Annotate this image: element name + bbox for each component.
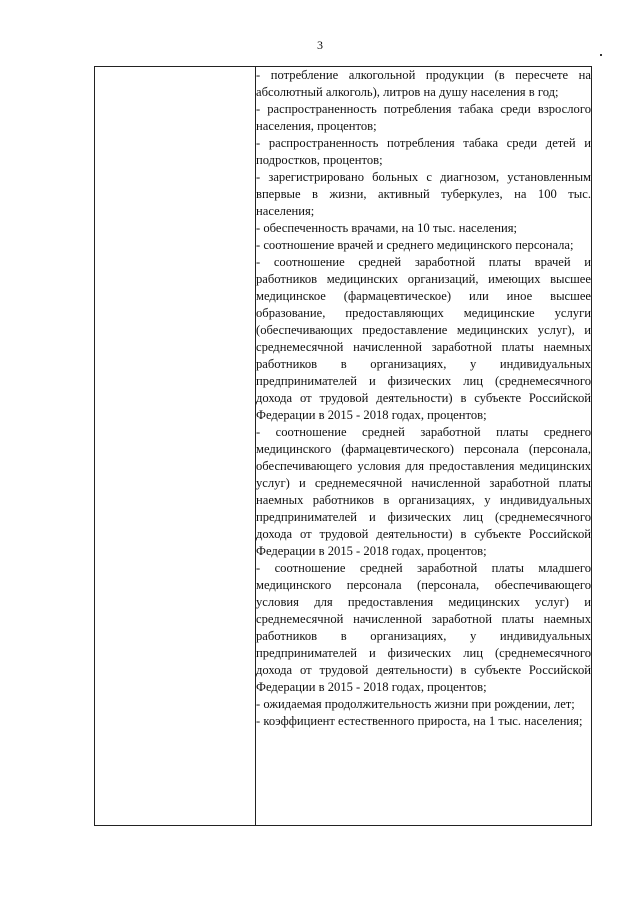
indicator-list-cell (256, 67, 592, 826)
indicator-item: - обеспеченность врачами, на 10 тыс. населения; (256, 221, 518, 235)
indicator-item: - потребление алкогольной продукции (в пересчете на абсолютный алкоголь), литров на душу населения в год; (256, 68, 591, 99)
indicator-item: - соотношение средней заработной платы среднего медицинского (фармацевтического) персонала (персонала, обеспечивающего условия для предоставления медицинских услуг) и среднемесячной начисленной заработной платы наемных работников в организациях, у индивидуальных предпринимателей и физических лиц (среднемесячного дохода от трудовой деятельности) в субъекте Российской Федерации в 2015 - 2018 годах, процентов; (256, 425, 591, 558)
page-number: 3 (317, 38, 323, 52)
table-row (95, 67, 592, 826)
indicators-table (94, 66, 592, 826)
indicator-item: - ожидаемая продолжительность жизни при рождении, лет; (256, 697, 575, 711)
indicator-item: - соотношение средней заработной платы младшего медицинского персонала (персонала, обеспечивающего условия для предоставления медицинских услуг) и среднемесячной начисленной заработной платы наемных работников в организациях, у индивидуальных предпринимателей и физических лиц (среднемесячного дохода от трудовой деятельности) в субъекте Российской Федерации в 2015 - 2018 годах, процентов; (256, 561, 591, 694)
indicator-item: - соотношение средней заработной платы врачей и работников медицинских организаций, имеющих высшее медицинское (фармацевтическое) или иное высшее образование, предоставляющих медицинские услуги (обеспечивающих предоставление медицинских услуг), и среднемесячной начисленной заработной платы наемных работников в организациях, у индивидуальных предпринимателей и физических лиц (среднемесячного дохода от трудовой деятельности) в субъекте Российской Федерации в 2015 - 2018 годах, процентов; (256, 255, 591, 422)
scan-speck (600, 54, 602, 56)
indicator-item: - распространенность потребления табака среди детей и подростков, процентов; (256, 136, 591, 167)
indicator-item: - соотношение врачей и среднего медицинского персонала; (256, 238, 574, 252)
indicator-item: - зарегистрировано больных с диагнозом, установленным впервые в жизни, активный туберкулез, на 100 тыс. населения; (256, 170, 591, 218)
indicator-item: - коэффициент естественного прироста, на 1 тыс. населения; (256, 714, 583, 728)
left-cell-empty (95, 67, 256, 826)
indicator-item: - распространенность потребления табака среди взрослого населения, процентов; (256, 102, 591, 133)
